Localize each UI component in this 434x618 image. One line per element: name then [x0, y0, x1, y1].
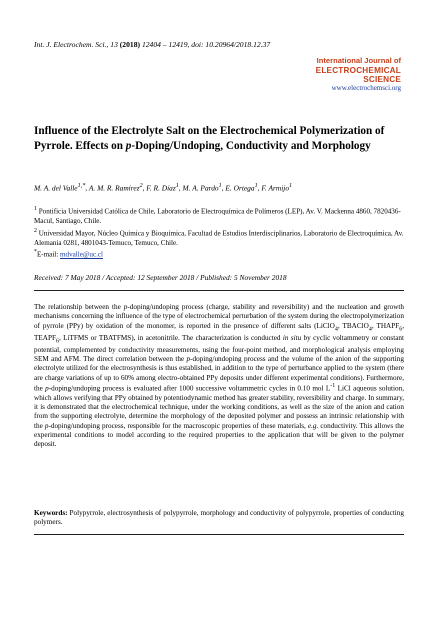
abstract-subscript: 6	[399, 326, 403, 332]
abstract-text: , TBAClO	[337, 321, 369, 330]
abstract-italic: in situ	[282, 333, 302, 342]
abstract-subscript: 6	[55, 338, 59, 345]
author: F. Armijo	[261, 183, 290, 193]
abstract-text: The relationship between the	[34, 303, 124, 311]
affiliation-text: Universidad Mayor, Núcleo Química y Bioquímica, Facultad de Estudios Interdisciplinarios, Laboratorio de Electroquímica, Av. Alemania 0281, 4801043-Temuco, Temuco, Chile.	[34, 229, 404, 247]
author-sep: ,	[142, 183, 147, 193]
author: A. M. R. Ramírez	[88, 183, 140, 193]
keywords-label: Keywords:	[34, 509, 68, 517]
author-sep: ,	[221, 183, 226, 193]
author: M. A. del Valle	[34, 183, 78, 193]
abstract-subscript: 4	[334, 326, 338, 332]
accepted-label: / Accepted:	[100, 273, 138, 282]
author-sep: ,	[257, 183, 262, 193]
corresponding-email	[34, 248, 404, 260]
journal-url-link[interactable]: www.electrochemsci.org	[331, 83, 401, 92]
published-date: 5 November 2018	[234, 273, 287, 282]
abstract-superscript: -1	[330, 383, 336, 390]
journal-volume: 13	[110, 40, 118, 49]
abstract-text: by cyclic voltammetry or constant potential, complemented by conductivity measurements, using the four-point method, and morphological analysis employing SEM and AFM. The direct correlation between the	[34, 333, 404, 364]
email-link[interactable]: mdvalle@uc.cl	[60, 250, 103, 259]
keywords	[34, 509, 404, 528]
abstract-text: , THAPF	[371, 321, 400, 330]
affiliation-text: Pontificia Universidad Católica de Chile, Laboratorio de Electroquímica de Polímeros (LEP), Av. V. Mackenna 4860, 7820436-Macul, Santiago, Chile.	[34, 207, 401, 225]
author-sep: ,	[178, 183, 183, 193]
abstract-italic: p	[123, 303, 128, 311]
email-sup: *	[34, 249, 37, 256]
journal-logo-line3: SCIENCE	[363, 74, 401, 84]
affiliation-sup: 1	[34, 206, 37, 212]
author-sup: 1	[175, 183, 179, 189]
abstract-text: -doping/undoping process, responsible for the macroscopic properties of these materials,	[48, 421, 308, 430]
article-dates	[34, 273, 287, 282]
author-list	[34, 183, 404, 192]
abstract-italic: p	[45, 384, 49, 393]
received-label: Received:	[34, 273, 65, 282]
title-text-1: Influence of the Electrolyte Salt on the Electrochemical Polymerization of Pyrrole. Effects on	[34, 125, 385, 152]
author-sup: 1	[254, 183, 258, 189]
published-label: / Published:	[194, 273, 234, 282]
author-sup: 2	[139, 183, 143, 189]
affiliations	[34, 205, 404, 260]
abstract	[34, 303, 404, 449]
journal-pages-doi: 12404 – 12419, doi: 10.20964/2018.12.37	[141, 40, 271, 49]
abstract-italic: p	[44, 421, 49, 430]
author: M. A. Pardo	[182, 183, 219, 193]
abstract-italic: e.g.	[307, 421, 319, 430]
author: F. R. Díaz	[146, 183, 176, 193]
abstract-text: , LiTFMS or TBATFMS), in acetonitrile. The characterization is conducted	[58, 333, 283, 342]
abstract-text: , TEAPF	[34, 321, 405, 342]
abstract-text: LiCl aqueous solution, which allows verifying that PPy obtained by potentiodynamic method has greater stability, reversibility and charge. In summary, it is demonstrated that the electrochemical technique, under the working conditions, as well as the size of the anion and cation from the supporting electrolyte, determine the morphology of the deposited polymer and possess an intrinsic relationship with the	[34, 384, 404, 430]
received-date: 7 May 2018	[64, 273, 101, 282]
citation-line	[34, 40, 270, 49]
abstract-text: conductivity. This allows the experimental conditions to model according to the required properties to the application that will be given to the polymer deposit.	[34, 421, 404, 449]
author-sup: 1	[289, 183, 293, 189]
abstract-text: -doping/undoping process is evaluated after 1000 successive voltammetric cycles in 0.10 mol L	[48, 384, 331, 393]
journal-name: Int. J. Electrochem. Sci.,	[34, 40, 109, 49]
abstract-subscript: 4	[368, 326, 372, 332]
abstract-text: -doping/undoping process (charge, stability and reversibility) and the nucleation and growth mechanisms concerning the influence of the type of electrochemical perturbation of the system during the electropolymerization of pyrrole (PPy) by oxidation of the monomer, is reported in the presence of different salts (LiClO	[34, 303, 404, 330]
affiliation-1	[34, 205, 404, 227]
author-sep: ,	[85, 183, 89, 193]
affiliation-sup: 2	[34, 227, 37, 234]
email-label: E-mail:	[36, 250, 61, 259]
author: E. Ortega	[225, 183, 255, 193]
title-text-2: -Doping/Undoping, Conductivity and Morphology	[131, 139, 371, 152]
author-sup: 1,*	[77, 183, 86, 189]
author-sup: 1	[218, 183, 222, 189]
keywords-text: Polypyrrole, electrosynthesis of polypyrrole, morphology and conductivity of polypyrrole, properties of conducting polymers.	[34, 509, 404, 527]
journal-year: (2018)	[119, 40, 141, 49]
journal-logo-line2: ELECTROCHEMICAL	[315, 65, 401, 75]
article-title	[34, 124, 404, 154]
title-italic-p: p	[125, 139, 132, 152]
affiliation-2	[34, 227, 404, 249]
divider-top	[34, 290, 404, 291]
abstract-italic: p	[186, 355, 191, 364]
accepted-date: 12 September 2018	[137, 273, 195, 282]
divider-bottom	[34, 534, 404, 535]
journal-logo-line1: International Journal of	[316, 56, 401, 65]
abstract-text: -doping/undoping process and the volume of the anion of the supporting electrolyte utilized for the electrosynthesis is thus established, in addition to the type of perturbance applied to the system (there are charge variations of up to 60% among electro-obtained PPy deposits under different experimental conditions). Furthermore, the	[34, 355, 404, 393]
journal-logo	[281, 57, 401, 93]
